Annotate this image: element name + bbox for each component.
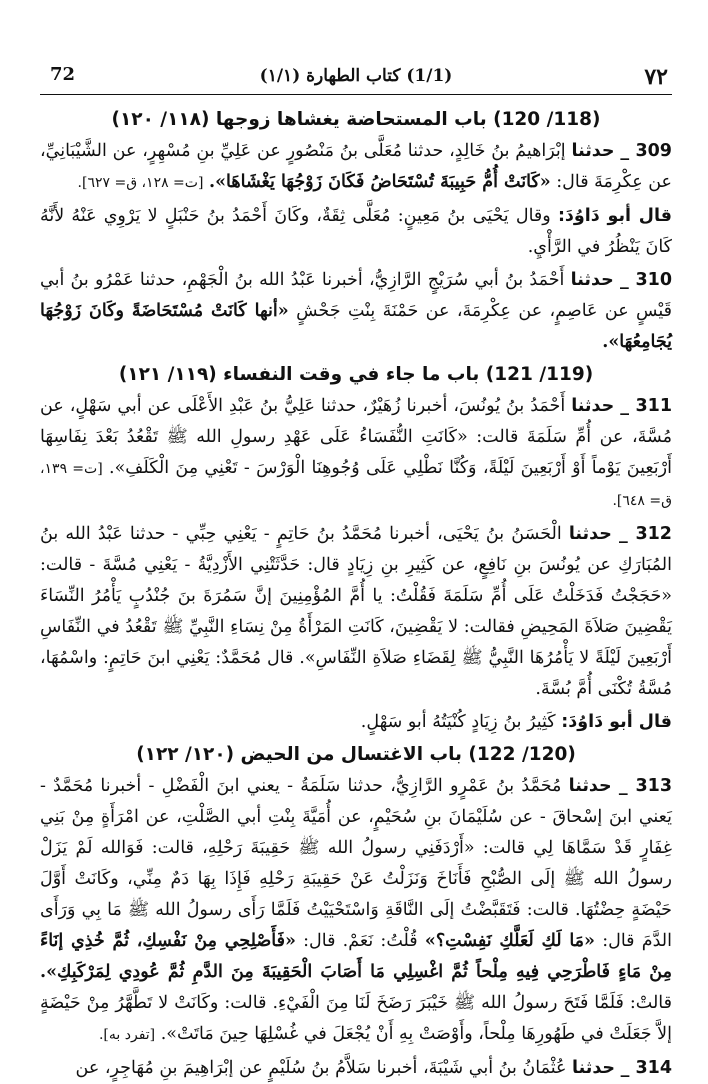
isnad-text: الْحَسَنُ بنُ يَحْيَى، أخبرنا مُحَمَّدُ بنُ حَاتِمٍ - يَعْنِي حِبِّي - حدثنا عَبْدُ الله بنُ المُبَارَكِ عن يُونُسَ بنِ نَافِعٍ، عن كَثِيرِ بنِ زِيَادٍ قال: حَدَّثَتْنِي الأَزْدِيَّةُ - يَعْنِي مُسَّةَ - قالت: — [40, 524, 672, 575]
isnad-text: مُحَمَّدُ بنُ عَمْرٍو الرَّازِيُّ، حدثنا سَلَمَةُ - يعني ابنَ الْفَضْلِ - أخبرنا مُحَمَّدٌ - يَعني ابنَ إسْحاقَ - عن سُلَيْمَانَ بنِ سُحَيْمٍ، عن أُمَيَّةَ بِنْتِ أبي الصَّلْتِ، عن امْرَأَةٍ مِنْ بَنِي غِفَارٍ قَدْ سَمَّاهَا لِي قالت: — [40, 776, 672, 858]
reference: [ت= ١٣٩، ق= ٦٤٨]. — [40, 461, 672, 509]
hadith-number: 314 _ — [620, 1058, 672, 1078]
isnad-text: أَحْمَدُ بنُ أبي سُرَيْجٍ الرَّازِيُّ، أخبرنا عَبْدُ الله بنُ الْجَهْمِ، حدثنا عَمْرُو بنُ أبي قَيْسٍ عن عَاصِمٍ، عن عِكْرِمَةَ، عن حَمْنَةَ بِنْتِ جَحْشٍ — [40, 270, 672, 321]
matn-text: قُلْتُ: نَعَمْ. قال: — [303, 931, 418, 951]
chapter-heading: (120/ 122) باب الاغتسال من الحيض (١٢٠/ ١٢٢) — [136, 744, 576, 765]
matn-text: قالتْ: فَلَمَّا فَتَحَ رسولُ الله ﷺ خَيْبَرَ رَضَخَ لَنَا مِنَ الْفَيْءِ. قالت: وكَانَتْ لا تَطَّهَّرُ مِنْ حَيْضَةٍ إلاَّ جَعَلَتْ في طَهُورِهَا مِلْحاً، وأَوْصَتْ بِهِ أَنْ يُجْعَلَ في غُسْلِهَا حِينَ مَاتَتْ». — [40, 993, 672, 1044]
chain-keyword: حدثنا — [568, 524, 612, 544]
matn-text: «حَجَجْتُ فَدَخَلْتُ عَلَى أُمِّ سَلَمَةَ فَقُلْتُ: يا أُمَّ المُؤْمِنِينَ إنَّ سَمُرَةَ بنَ جُنْدُبٍ يَأْمُرُ النِّسَاءَ يَقْضِينَ صَلاَةَ المَحِيضِ فقالت: لا يَقْضِينَ، كَانَتِ المَرْأَةُ مِنْ نِسَاءِ النَّبِيِّ ﷺ تَقْعُدُ في النِّفَاسِ أَرْبَعِينَ لَيْلَةً لا يَأْمُرُهَا النَّبِيُّ ﷺ لِقَضَاءِ صَلاَةِ النِّفَاسِ». — [40, 586, 672, 668]
book-page — [40, 58, 672, 1078]
isnad-text: إبْرَاهيمُ بنُ خَالِدٍ، حدثنا مُعَلَّى بنُ مَنْصُورٍ عن عَلِيِّ بنِ مُسْهِرٍ، عن الشَّيْبَانِيِّ، عن عِكْرِمَةَ قال: — [40, 141, 672, 192]
prophet-speech: «مَا لَكِ لَعَلَّكِ نَفِسْتِ؟» — [424, 931, 595, 951]
hadith-309 — [40, 136, 672, 199]
isnad-text: عُثْمَانُ بنُ أبي شَيْبَةَ، أخبرنا سَلاَّمُ بنُ سُلَيْمٍ عن إبْرَاهِيمَ بنِ مُهَاجِرٍ، عن — [75, 1058, 567, 1078]
running-title: (1/1) كتاب الطهارة (١/١) — [259, 66, 453, 86]
abu-dawud-comment — [40, 201, 672, 263]
chain-keyword: حدثنا — [571, 396, 615, 416]
page-number-arabic: ٧٢ — [644, 64, 668, 90]
chain-keyword: حدثنا — [572, 1058, 616, 1078]
isnad-text: أَحْمَدُ بنُ يُونُسَ، أخبرنا زُهَيْرٌ، حدثنا عَلِيُّ بنُ عَبْدِ الأَعْلَى عن أبي سَهْلٍ، عن مُسَّةَ، عن أُمِّ سَلَمَةَ قالت: — [40, 396, 672, 447]
chain-keyword: حدثنا — [568, 776, 612, 796]
matn-text: «كَانَتْ أُمُّ حَبِيبَةَ تُسْتَحَاضُ فَكَانَ زَوْجُهَا يَغْشَاهَا». — [209, 172, 551, 192]
matn-text: «أَرْدَفَنِي رسولُ الله ﷺ حَقِيبَةَ رَحْلِهِ، قالت: فَوَالله لَمْ يَزَلْ رسولُ الله ﷺ إلَى الصُّبْحِ فَأَنَاخَ وَنَزَلْتُ عَنْ حَقِيبَةِ رَحْلِهِ فَإِذَا بِهَا دَمٌ مِنِّي، وكَانَتْ أَوَّلَ حَيْضَةٍ حِضْتُهَا. قالت: فَتَقَبَّضْتُ إلَى النَّاقَةِ وَاسْتَحْيَيْتُ فَلَمَّا رَأَى رسولُ الله ﷺ مَا بِي وَرَأَى الدَّمَ قال: — [40, 838, 672, 951]
hadith-313 — [40, 771, 672, 1051]
matn-text: «أنها كَانَتْ مُسْتَحَاضَةً وكَانَ زَوْجُهَا يُجَامِعُهَا». — [40, 301, 672, 352]
hadith-number: 311 _ — [620, 396, 672, 416]
chain-keyword: حدثنا — [570, 270, 614, 290]
reference: [تفرد به]. — [98, 1027, 156, 1043]
hadith-number: 310 _ — [619, 270, 672, 290]
reference: [ت= ١٢٨، ق= ٦٢٧]. — [77, 175, 204, 191]
hadith-314 — [40, 1053, 672, 1084]
hadith-310 — [40, 265, 672, 358]
chain-keyword: حدثنا — [571, 141, 615, 161]
hadith-311 — [40, 391, 672, 517]
hadith-number: 313 _ — [618, 776, 672, 796]
comment-text: وقال يَحْيَى بنُ مَعِينٍ: مُعَلَّى ثِقَةٌ، وكَانَ أَحْمَدُ بنُ حَنْبَلٍ لا يَرْوِي عَنْهُ لأَنَّهُ كَانَ يَنْظُرُ في الرَّأْيِ. — [40, 206, 672, 257]
comment-label: قال أبو دَاوُدَ: — [557, 206, 672, 226]
page-header — [40, 58, 672, 95]
hadith-312 — [40, 519, 672, 705]
hadith-number: 309 _ — [620, 141, 672, 161]
matn-text: «كَانَتِ النُّفَسَاءُ عَلَى عَهْدِ رسولِ الله ﷺ تَقْعُدُ بَعْدَ نِفَاسِهَا أَرْبَعِينَ يَوْماً أَوْ أَرْبَعِينَ لَيْلَةً، وَكُنَّا نَطْلِي عَلَى وُجُوهِنَا الْوَرْسَ - تَعْنِي مِنَ الْكَلَفِ». — [40, 427, 672, 478]
page-content — [40, 95, 672, 1084]
hadith-number: 312 _ — [619, 524, 672, 544]
chapter-heading: (118/ 120) باب المستحاضة يغشاها زوجها (١١٨/ ١٢٠) — [111, 109, 601, 130]
abu-dawud-comment — [40, 707, 672, 738]
prophet-speech: «فَأَصْلِحِي مِنْ نَفْسِكِ، ثُمَّ خُذِي إنَاءً مِنْ مَاءٍ فَاطْرَحِي فِيهِ مِلْحاً ثُمَّ اغْسِلِي مَا أَصَابَ الْحَقِيبَةَ مِنَ الدَّمِ ثُمَّ عُودِي لِمَرْكَبِكِ». — [40, 931, 672, 982]
comment-label: قال أبو دَاوُدَ: — [561, 712, 672, 732]
page-number-latin: 72 — [50, 64, 76, 85]
narrator-note: قال مُحَمَّدٌ: يَعْنِي ابنَ حَاتِمٍ: واسْمُهَا، مُسَّةُ تُكْنَى أُمَّ بُسَّةَ. — [40, 648, 672, 699]
chapter-heading: (119/ 121) باب ما جاء في وقت النفساء (١١٩/ ١٢١) — [118, 364, 594, 385]
comment-text: كَثِيرُ بنُ زِيَادٍ كُنْيَتُهُ أبو سَهْلٍ. — [360, 712, 556, 732]
